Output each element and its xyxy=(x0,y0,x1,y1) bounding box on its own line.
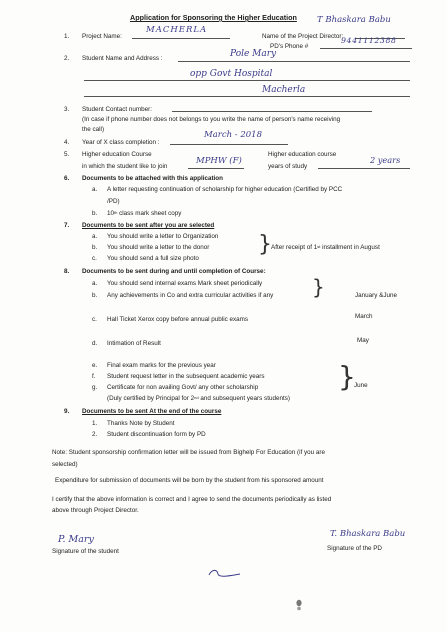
section7-heading: Documents to be sent after you are selected xyxy=(82,222,215,229)
contact-note-cont: the call) xyxy=(82,126,105,133)
course-label-cont: in which the student like to join xyxy=(82,163,168,170)
list-marker: f. xyxy=(92,373,96,380)
pd-signature[interactable]: T. Bhaskara Babu xyxy=(330,529,406,539)
list-item: Intimation of Result xyxy=(107,340,161,347)
list-item: You should send internal exams Mark sheet periodically xyxy=(107,280,263,287)
list-marker: 2. xyxy=(92,431,98,438)
list-item: Student request letter in the subsequent academic years xyxy=(107,373,265,380)
course-years-value[interactable]: 2 years xyxy=(370,155,401,165)
list-item: Certificate for non availing Govt/ any other scholarship xyxy=(107,384,259,391)
list-item: Any achievements in Co and extra curricular activities if any xyxy=(107,292,274,299)
course-years-label: Higher education course xyxy=(268,151,337,158)
list-marker: a. xyxy=(92,280,98,287)
expenditure-note: Expenditure for submission of documents will be born by the student from his sponsored amount xyxy=(55,477,324,484)
list-marker: c. xyxy=(92,255,97,262)
time-d: May xyxy=(357,337,369,344)
student-line-3 xyxy=(84,96,410,97)
course-label: Higher education Course xyxy=(82,151,152,158)
student-signature[interactable]: P. Mary xyxy=(58,534,94,545)
list-marker: g. xyxy=(92,384,98,391)
pd-phone-value[interactable]: 9441112388 xyxy=(341,36,397,45)
item-number: 3. xyxy=(64,106,70,113)
student-name-value[interactable]: Pole Mary xyxy=(230,49,277,59)
section-number: 9. xyxy=(64,408,70,415)
certification-cont: above through Project Director. xyxy=(52,507,139,514)
list-item: Thanks Note by Student xyxy=(107,420,175,427)
project-name-line xyxy=(132,38,230,39)
list-item: Student discontinuation form by PD xyxy=(107,431,206,438)
student-city-value[interactable]: Macherla xyxy=(262,85,306,95)
pd-phone-line xyxy=(320,48,412,49)
course-line xyxy=(188,168,244,169)
list-item: Final exam marks for the previous year xyxy=(107,362,216,369)
time-c: March xyxy=(355,313,373,320)
section8-heading: Documents to be sent during and until completion of Course: xyxy=(82,268,266,275)
section7-note: After receipt of 1st installment in August xyxy=(271,244,380,251)
list-item: You should write a letter to Organization xyxy=(107,233,219,240)
list-marker: a. xyxy=(92,233,98,240)
student-address-value[interactable]: opp Govt Hospital xyxy=(190,69,273,79)
item-number: 1. xyxy=(64,33,70,40)
item-number: 4. xyxy=(64,139,70,146)
brace: } xyxy=(338,360,356,393)
item-number: 5. xyxy=(64,151,70,158)
list-marker: a. xyxy=(92,186,98,193)
stain-mark xyxy=(294,598,304,612)
list-item: Hall Ticket Xerox copy before annual public exams xyxy=(107,316,249,323)
contact-line xyxy=(172,111,372,112)
list-marker: c. xyxy=(92,316,97,323)
list-marker: b. xyxy=(92,292,98,299)
note-cont: selected) xyxy=(52,461,78,468)
list-item: You should send a full size photo xyxy=(107,255,199,262)
course-value[interactable]: MPHW (F) xyxy=(196,156,242,166)
section-number: 6. xyxy=(64,175,70,182)
student-line-1 xyxy=(178,61,410,62)
time-efg: June xyxy=(354,382,368,389)
list-item-cont: /PD) xyxy=(107,198,120,205)
scribble-mark xyxy=(206,566,242,580)
pd-signature-label: Signature of the PD xyxy=(327,545,382,552)
brace: } xyxy=(258,232,272,257)
director-value[interactable]: T Bhaskara Babu xyxy=(317,15,391,25)
brace: } xyxy=(312,275,325,299)
x-class-value[interactable]: March - 2018 xyxy=(204,130,262,140)
list-item: A letter requesting continuation of scholarship for higher education (Certified by PCC xyxy=(107,186,343,193)
director-label: Name of the Project Director: xyxy=(262,33,344,40)
list-marker: e. xyxy=(92,362,98,369)
list-item: You should write a letter to the donor xyxy=(107,244,210,251)
list-marker: d. xyxy=(92,340,98,347)
section-number: 8. xyxy=(64,268,70,275)
course-years-line xyxy=(318,168,410,169)
note: Note: Student sponsorship confirmation letter will be issued from Bighelp For Education (if you are xyxy=(52,449,326,456)
student-line-2 xyxy=(84,80,410,81)
time-ab: January &June xyxy=(355,292,398,299)
item-number: 2. xyxy=(64,55,70,62)
student-label: Student Name and Address : xyxy=(82,55,163,62)
pd-phone-label: PD's Phone # xyxy=(270,43,309,50)
section-number: 7. xyxy=(64,222,70,229)
x-class-label: Year of X class completion : xyxy=(82,139,160,146)
project-name-value[interactable]: MACHERLA xyxy=(146,25,208,35)
student-signature-label: Signature of the student xyxy=(52,548,119,555)
section9-heading: Documents to be sent At the end of the course xyxy=(82,408,222,415)
section6-heading: Documents to be attached with this application xyxy=(82,175,223,182)
course-years-label-cont: years of study xyxy=(268,163,308,170)
list-item: 10th class mark sheet copy xyxy=(107,210,182,217)
list-marker: 1. xyxy=(92,420,98,427)
contact-label: Student Contact number: xyxy=(82,106,153,113)
list-marker: b. xyxy=(92,244,98,251)
x-class-line xyxy=(170,144,288,145)
list-marker: b. xyxy=(92,210,98,217)
list-item-cont: (Duly certified by Principal for 2nd and subsequent years students) xyxy=(107,395,290,402)
page-title: Application for Sponsoring the Higher Education xyxy=(130,13,297,22)
contact-note: (In case if phone number does not belongs to you write the name of person's name receiving xyxy=(82,116,341,123)
certification: I certify that the above information is correct and I agree to send the documents periodically as listed xyxy=(52,496,332,503)
project-name-label: Project Name: xyxy=(82,33,122,40)
